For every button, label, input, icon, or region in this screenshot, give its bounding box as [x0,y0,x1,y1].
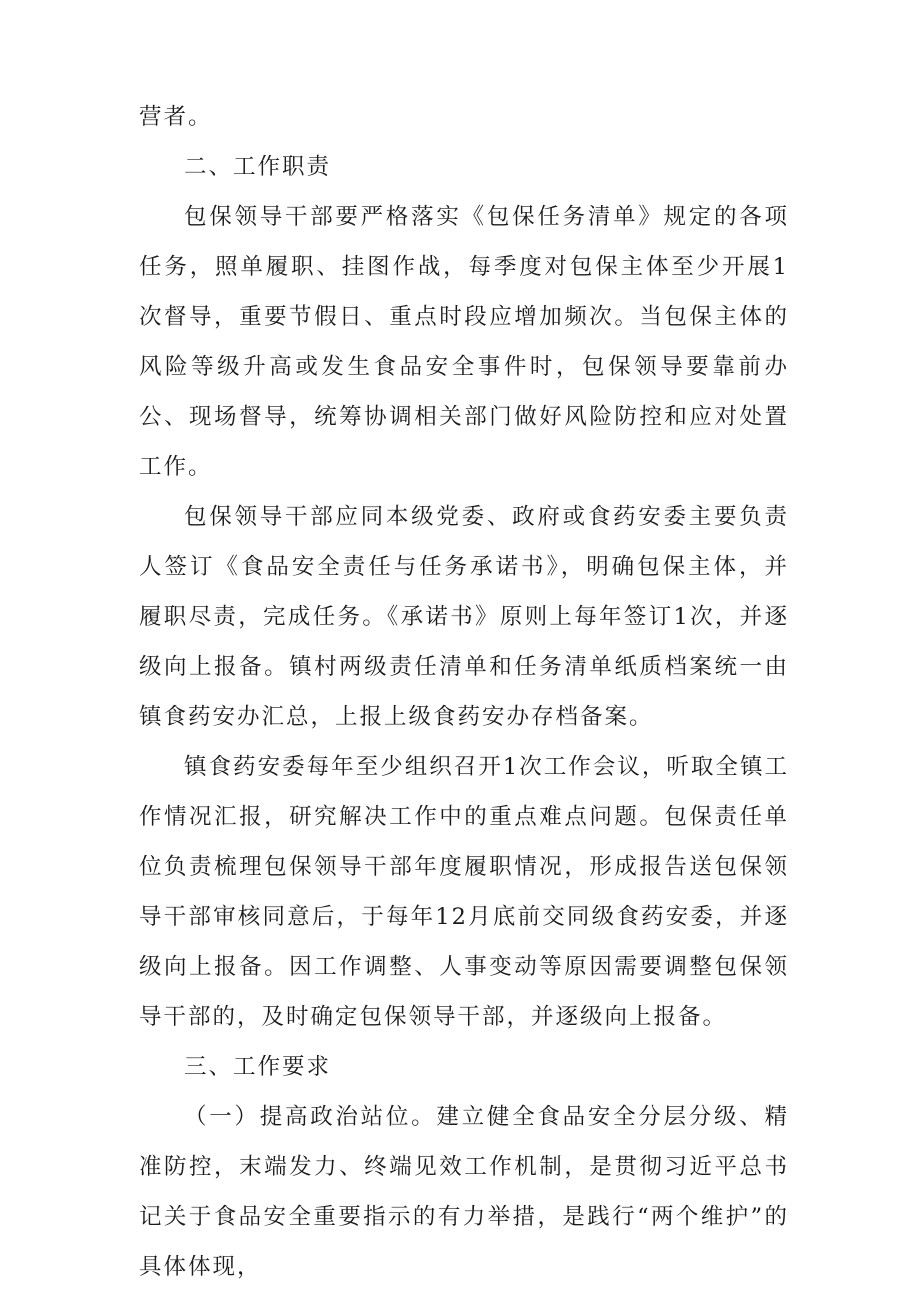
document-body [139,92,789,1292]
paragraph-duties-1: 包保领导干部要严格落实《包保任务清单》规定的各项任务，照单履职、挂图作战，每季度对包保主体至少开展1次督导，重要节假日、重点时段应增加频次。当包保主体的风险等级升高或发生食品安全事件时，包保领导要靠前办公、现场督导，统筹协调相关部门做好风险防控和应对处置工作。 [139,204,789,480]
paragraph-duties-2: 包保领导干部应同本级党委、政府或食药安委主要负责人签订《食品安全责任与任务承诺书》，明确包保主体，并履职尽责，完成任务。《承诺书》原则上每年签订1次，并逐级向上报备。镇村两级责任清单和任务清单纸质档案统一由镇食药安办汇总，上报上级食药安办存档备案。 [139,504,789,730]
paragraph-duties-3: 镇食药安委每年至少组织召开1次工作会议，听取全镇工作情况汇报，研究解决工作中的重点难点问题。包保责任单位负责梳理包保领导干部年度履职情况，形成报告送包保领导干部审核同意后，于每年12月底前交同级食药安委，并逐级向上报备。因工作调整、人事变动等原因需要调整包保领导干部的，及时确定包保领导干部，并逐级向上报备。 [139,754,789,1030]
paragraph-continuation: 营者。 [139,104,213,130]
section-heading-requirements: 三、工作要求 [184,1054,332,1080]
paragraph-requirements-1: （一）提高政治站位。建立健全食品安全分层分级、精准防控，末端发力、终端见效工作机制，是贯彻习近平总书记关于食品安全重要指示的有力举措，是践行“两个维护”的具体体现， [139,1104,789,1280]
section-heading-duties: 二、工作职责 [184,154,332,180]
